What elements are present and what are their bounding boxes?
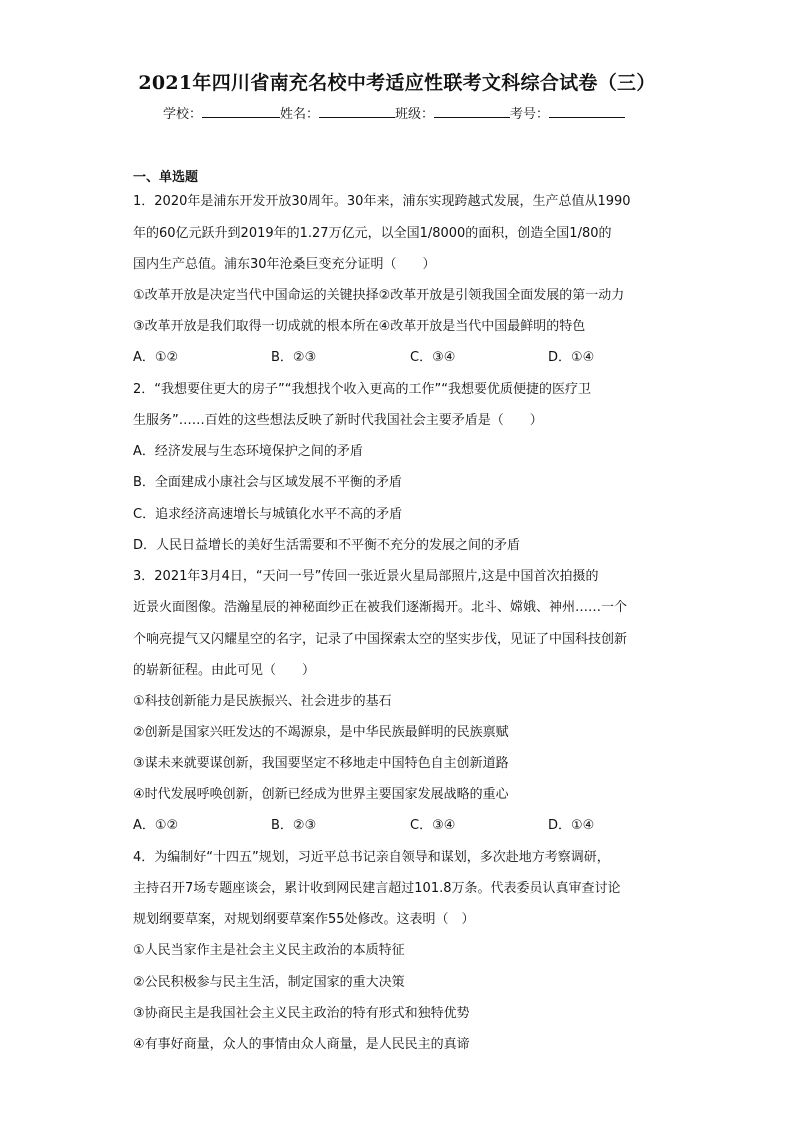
q1-line-5: ③改革开放是我们取得一切成就的根本所在④改革开放是当代中国最鲜明的特色 xyxy=(133,319,586,334)
number-blank xyxy=(549,104,625,118)
q3-line-5: ①科技创新能力是民族振兴、社会进步的基石 xyxy=(133,694,392,709)
class-blank xyxy=(434,104,510,118)
number-label: 考号： xyxy=(510,107,550,122)
q2-option-a: A．经济发展与生态环境保护之间的矛盾 xyxy=(133,444,363,459)
q1-option-a: A．①② xyxy=(133,350,179,365)
q3-line-7: ③谋未来就要谋创新，我国要坚定不移地走中国特色自主创新道路 xyxy=(133,756,509,771)
q3-line-4: 的崭新征程。由此可见（ ） xyxy=(133,663,316,678)
q3-line-2: 近景火面图像。浩瀚星辰的神秘面纱正在被我们逐渐揭开。北斗、嫦娥、神州……一个 xyxy=(133,600,628,615)
q1-line-1: 1．2020年是浦东开发开放30周年。30年来，浦东实现跨越式发展，生产总值从1990 xyxy=(133,194,631,209)
name-label: 姓名： xyxy=(280,107,320,122)
name-blank xyxy=(319,104,395,118)
q3-option-b: B．②③ xyxy=(271,818,317,833)
q3-line-6: ②创新是国家兴旺发达的不竭源泉，是中华民族最鲜明的民族禀赋 xyxy=(133,725,509,740)
section-title: 一、单选题 xyxy=(133,170,199,185)
school-blank xyxy=(202,104,280,118)
q4-line-4: ①人民当家作主是社会主义民主政治的本质特征 xyxy=(133,943,405,958)
q2-option-b: B．全面建成小康社会与区域发展不平衡的矛盾 xyxy=(133,475,402,490)
q4-line-5: ②公民积极参与民主生活，制定国家的重大决策 xyxy=(133,975,405,990)
q3-line-1: 3．2021年3月4日，“天问一号”传回一张近景火星局部照片,这是中国首次拍摄的 xyxy=(133,569,599,584)
q3-option-a: A．①② xyxy=(133,818,179,833)
class-label: 班级： xyxy=(395,107,435,122)
q2-line-2: 生服务”……百姓的这些想法反映了新时代我国社会主要矛盾是（ ） xyxy=(133,413,543,428)
q4-line-3: 规划纲要草案，对规划纲要草案作55处修改。这表明（ ） xyxy=(133,912,475,927)
q4-line-1: 4．为编制好“十四五”规划，习近平总书记亲自领导和谋划，多次赴地方考察调研， xyxy=(133,850,610,865)
q1-line-3: 国内生产总值。浦东30年沧桑巨变充分证明（ ） xyxy=(133,257,436,272)
q4-line-2: 主持召开7场专题座谈会，累计收到网民建言超过101.8万条。代表委员认真审查讨论 xyxy=(133,881,621,896)
student-info-row xyxy=(163,103,625,122)
q2-option-d: D．人民日益增长的美好生活需要和不平衡不充分的发展之间的矛盾 xyxy=(133,538,521,553)
q1-option-d: D．①④ xyxy=(548,350,595,365)
q1-option-b: B．②③ xyxy=(271,350,317,365)
school-label: 学校： xyxy=(163,107,203,122)
exam-title: 2021年四川省南充名校中考适应性联考文科综合试卷（三） xyxy=(138,72,656,94)
q3-line-8: ④时代发展呼唤创新，创新已经成为世界主要国家发展战略的重心 xyxy=(133,787,509,802)
q1-option-c: C．③④ xyxy=(410,350,456,365)
q3-option-d: D．①④ xyxy=(548,818,595,833)
q3-option-c: C．③④ xyxy=(410,818,456,833)
q3-line-3: 个响亮提气又闪耀星空的名字，记录了中国探索太空的坚实步伐，见证了中国科技创新 xyxy=(133,632,628,647)
q2-option-c: C．追求经济高速增长与城镇化水平不高的矛盾 xyxy=(133,507,403,522)
q1-line-2: 年的60亿元跃升到2019年的1.27万亿元，以全国1/8000的面积，创造全国1/80的 xyxy=(133,226,612,241)
q1-line-4: ①改革开放是决定当代中国命运的关键抉择②改革开放是引领我国全面发展的第一动力 xyxy=(133,288,625,303)
q2-line-1: 2．“我想要住更大的房子”“我想找个收入更高的工作”“我想要优质便捷的医疗卫 xyxy=(133,382,591,397)
q4-line-6: ③协商民主是我国社会主义民主政治的特有形式和独特优势 xyxy=(133,1006,470,1021)
q4-line-7: ④有事好商量，众人的事情由众人商量，是人民民主的真谛 xyxy=(133,1037,470,1052)
